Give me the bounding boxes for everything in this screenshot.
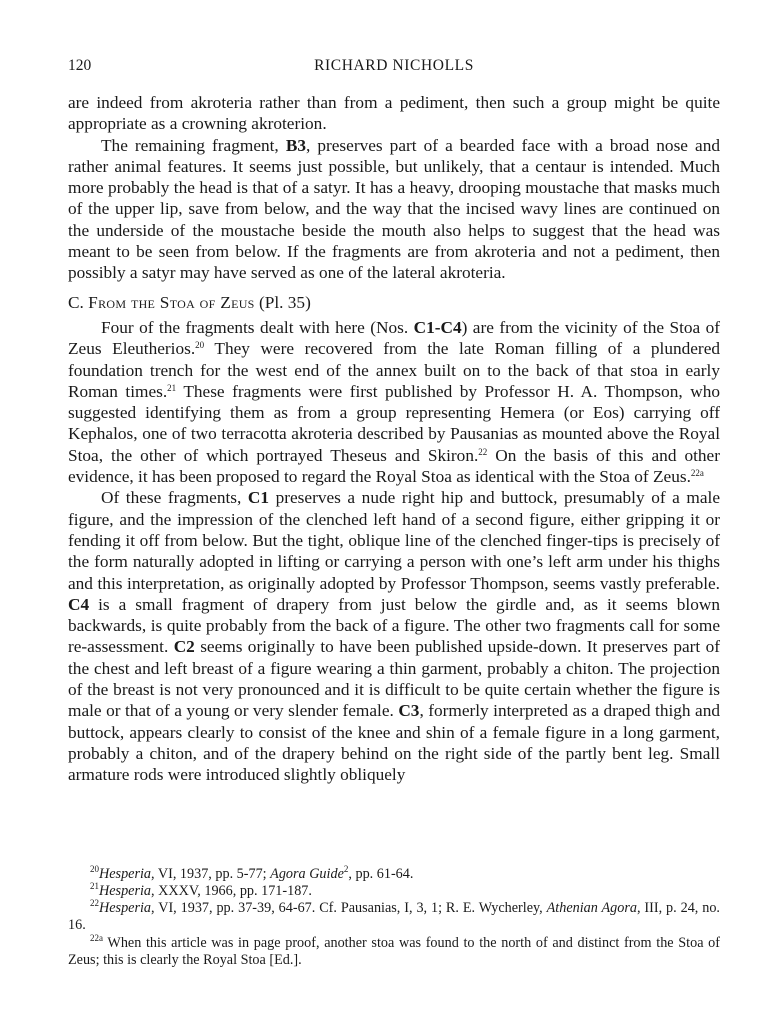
paragraph-3: Four of the fragments dealt with here (Nos. C1-C4) are from the vicinity of the Stoa of Zeus Eleutherios.$^{20}$ They were recovered from the late Roman filling of a plundered foundation trench for the west end of the annex built on to the back of that stoa in early Roman times.$^{21}$ These fragments were first published by Professor H. A. Thompson, who suggested identifying them as from a group representing Hemera (or Eos) carrying off Kephalos, one of two terracotta akroteria described by Pausanias as mounted above the Royal Stoa, the other of which portrayed Theseus and Skiron.$^{22}$ On the basis of this and other evidence, it has been proposed to regard the Royal Stoa as identical with the Stoa of Zeus.$^{22a}$ bbox=[68, 317, 721, 487]
section-title: From the Stoa of Zeus bbox=[88, 292, 255, 312]
footnote-22: $^{22}$Hesperia, VI, 1937, pp. 37-39, 64-67. Cf. Pausanias, I, 3, 1; R. E. Wycherley, Athenian Agora, III, p. 24, no. 16. bbox=[68, 898, 720, 933]
paragraph-1: are indeed from akroteria rather than from a pediment, then such a group might be quite appropriate as a crowning akroterion. bbox=[68, 93, 720, 134]
footnote-ref-21[interactable]: 21 bbox=[167, 382, 177, 393]
footnote-22a: $^{22a}$ When this article was in page proof, another stoa was found to the north of and distinct from the Stoa of Zeus; this is clearly the Royal Stoa [Ed.]. bbox=[68, 933, 720, 968]
paragraph-2: The remaining fragment, B3, preserves part of a bearded face with a broad nose and rather animal features. It seems just possible, but unlikely, that a centaur is intended. Much more probably the head is that of a satyr. It has a heavy, drooping moustache that masks much of the upper lip, save from below, and the way that the incised wavy lines are continued on the underside of the moustache beside the mouth also helps to suggest that the head was meant to be seen from below. If the fragments are from akroteria and not a pediment, then possibly a satyr may have served as one of the lateral akroteria. bbox=[68, 135, 720, 283]
fragment-ref-b3: B3 bbox=[285, 135, 306, 155]
fragment-ref-c4: C4 bbox=[68, 594, 90, 614]
fragment-ref-c3: C3 bbox=[398, 701, 420, 721]
body-text bbox=[68, 92, 720, 786]
footnote-ref-22a[interactable]: 22a bbox=[690, 468, 704, 479]
fragment-ref-c2: C2 bbox=[173, 637, 195, 657]
page-number: 120 bbox=[68, 57, 92, 74]
page-header bbox=[68, 57, 720, 77]
fragment-ref-c1-c4: C1-C4 bbox=[413, 317, 462, 337]
footnote-ref-20[interactable]: 20 bbox=[195, 340, 205, 351]
footnote-ref-22[interactable]: 22 bbox=[478, 446, 488, 457]
fragment-ref-c1: C1 bbox=[247, 488, 270, 508]
plate-ref: (Pl. 35) bbox=[254, 292, 311, 312]
paragraph-4: Of these fragments, C1 preserves a nude right hip and buttock, presumably of a male figure, and the impression of the clenched left hand of a second figure, either gripping it or fending it off from below. But the tight, oblique line of the clenched finger-tips is precisely of the form naturally adopted in lifting or carrying a person with one’s left arm under his thighs and this interpretation, as originally adopted by Professor Thompson, seems vastly preferable. C4 is a small fragment of drapery from just below the girdle and, as it seems blown backwards, is quite probably from the back of a figure. The other two fragments call for some re-assessment. C2 seems originally to have been published upside-down. It preserves part of the chest and left breast of a figure wearing a thin garment, probably a chiton. The projection of the breast is not very pronounced and it is difficult to be quite certain whether the figure is male or that of a young or very slender female. C3, formerly interpreted as a draped thigh and buttock, appears clearly to consist of the knee and shin of a female figure in a long garment, probably a chiton, and of the drapery behind on the right side of the partly bent leg. Small armature rods were introduced slightly obliquely bbox=[68, 488, 720, 785]
section-heading: C. From the Stoa of Zeus (Pl. 35) bbox=[68, 292, 311, 312]
running-head: RICHARD NICHOLLS bbox=[314, 57, 474, 74]
footnote-21: $^{21}$Hesperia, XXXV, 1966, pp. 171-187. bbox=[90, 881, 312, 899]
footnote-20: $^{20}$Hesperia, VI, 1937, pp. 5-77; Agora Guide$^2$, pp. 61-64. bbox=[90, 864, 414, 882]
footnotes bbox=[68, 866, 720, 969]
